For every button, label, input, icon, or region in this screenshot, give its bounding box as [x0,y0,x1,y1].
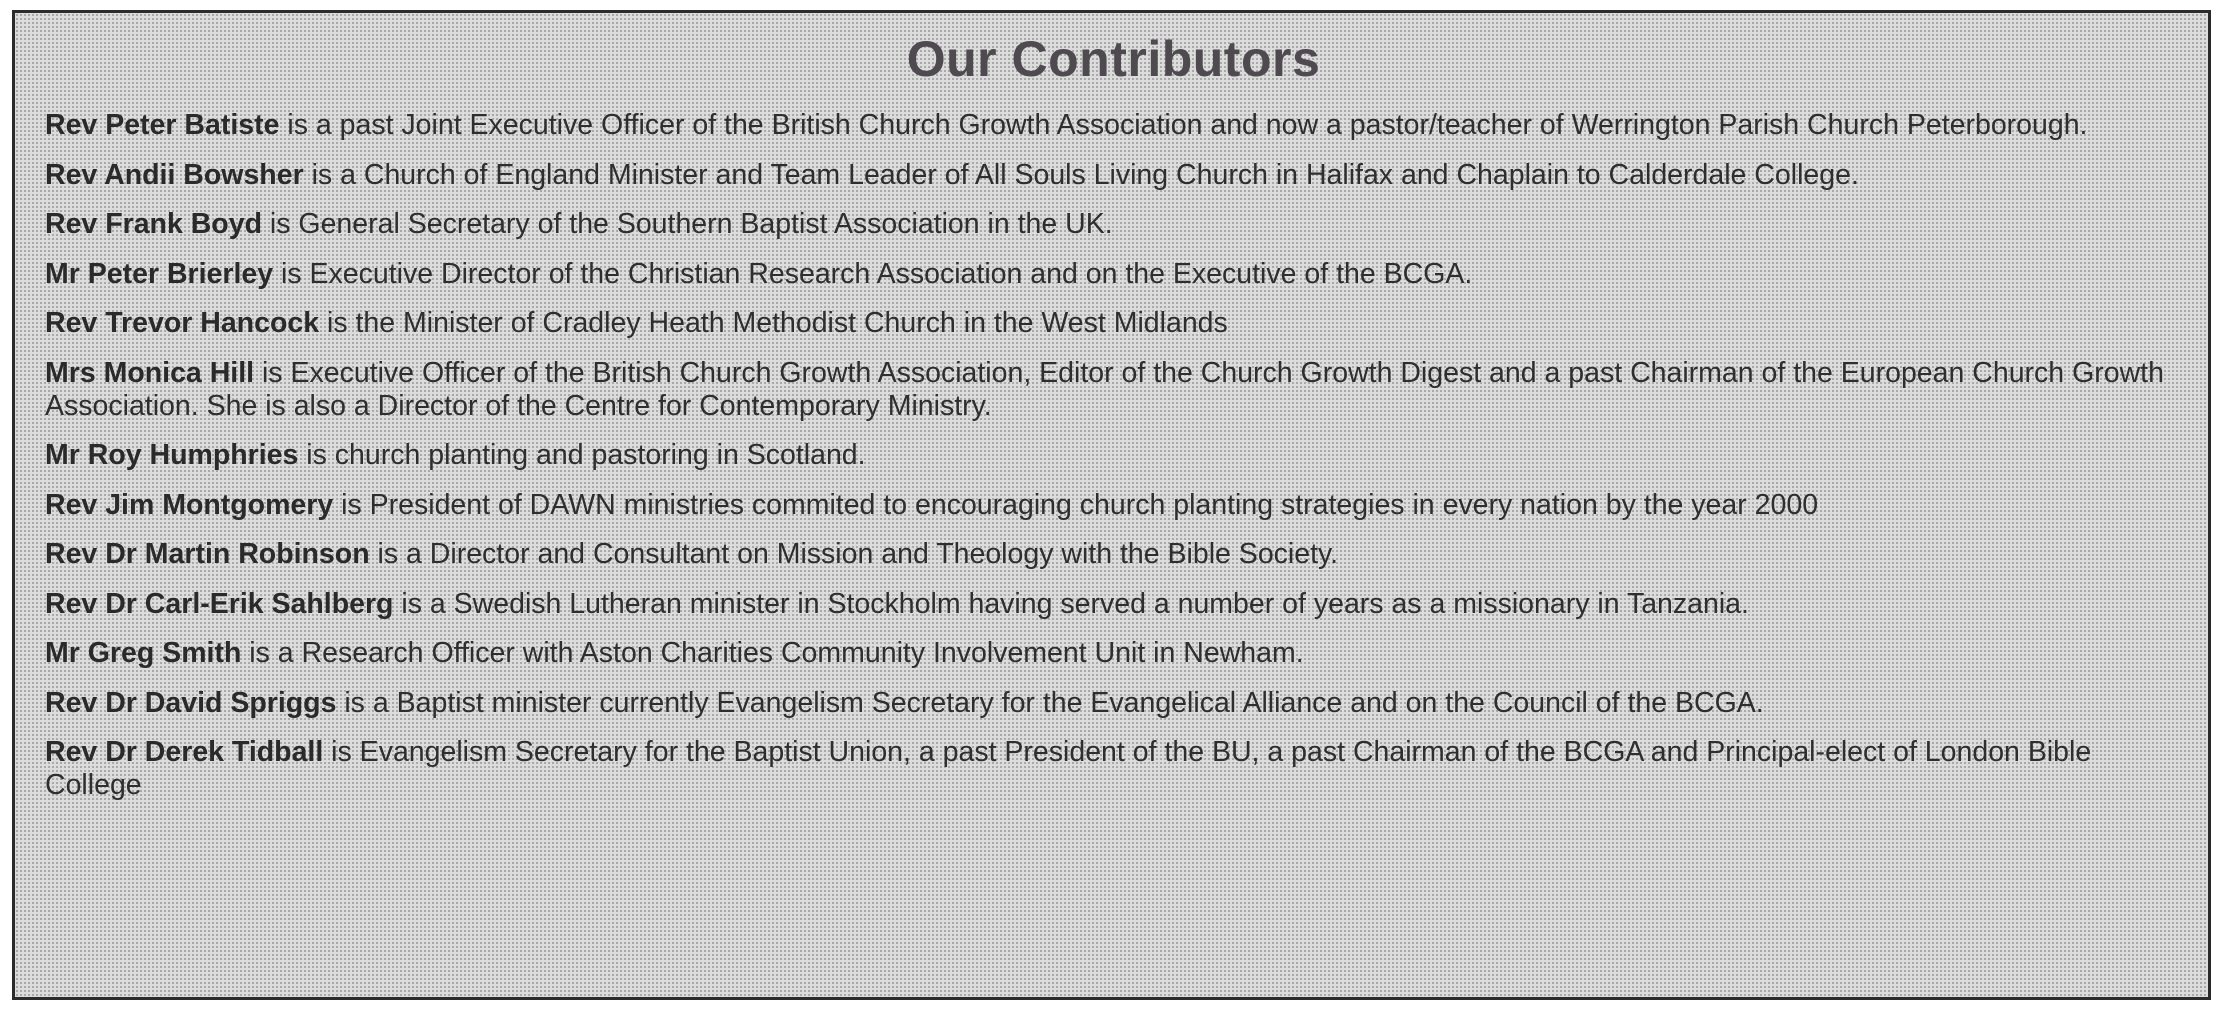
contributor-description: is Executive Director of the Christian Research Association and on the Executive of the BCGA. [273,257,1473,290]
contributor-description: is General Secretary of the Southern Baptist Association in the UK. [261,208,1113,240]
contributor-description: is a Director and Consultant on Mission and Theology with the Bible Society. [369,538,1339,570]
contributor-entry [45,258,2182,291]
contributor-entry [45,109,2182,142]
contributor-entry [45,439,2182,472]
contributor-entry [45,637,2182,670]
contributor-entry [45,538,2182,571]
contributor-entry [45,208,2182,241]
contributor-name: Rev Trevor Hancock [45,307,320,339]
contributor-description: is church planting and pastoring in Scotland. [298,439,866,471]
contributor-entry [45,687,2182,720]
contributor-description: is a Research Officer with Aston Charities Community Involvement Unit in Newham. [241,637,1304,669]
contributor-name: Rev Jim Montgomery [45,488,334,521]
contributor-entry [45,307,2182,340]
contributor-description: is a past Joint Executive Officer of the British Church Growth Association and now a pastor/teacher of Werrington Parish Church Peterborough. [279,109,2088,141]
contributor-name: Rev Andii Bowsher [45,158,304,191]
contributor-name: Rev Peter Batiste [45,109,280,141]
contributor-name: Rev Dr Martin Robinson [45,538,370,570]
contributor-description: is Executive Officer of the British Church Growth Association, Editor of the Church Growth Digest and a past Chairman of the European Church Growth Association. She is also a Director of the Centre for Contemporary Ministry. [45,356,2164,422]
contributor-name: Rev Dr Carl-Erik Sahlberg [45,587,394,620]
contributor-description: is the Minister of Cradley Heath Methodist Church in the West Midlands [319,307,1228,339]
contributors-panel [12,10,2211,1000]
contributor-name: Mrs Monica Hill [45,356,255,389]
contributor-description: is a Church of England Minister and Team Leader of All Souls Living Church in Halifax and Chaplain to Calderdale College. [303,158,1859,191]
contributor-entry [45,588,2182,621]
contributor-description: is a Baptist minister currently Evangelism Secretary for the Evangelical Alliance and on the Council of the BCGA. [336,686,1764,719]
contributor-name: Rev Frank Boyd [45,208,262,240]
contributor-description: is Evangelism Secretary for the Baptist Union, a past President of the BU, a past Chairman of the BCGA and Principal-elect of London Bible College [45,736,2092,801]
contributor-entry [45,357,2182,423]
contributor-description: is President of DAWN ministries commited to encouraging church planting strategies in every nation by the year 2000 [333,488,1819,521]
contributor-name: Rev Dr David Spriggs [45,686,337,719]
contributor-entry [45,489,2182,522]
contributor-name: Mr Roy Humphries [45,439,299,471]
contributor-name: Mr Peter Brierley [45,257,274,290]
contributor-name: Mr Greg Smith [45,637,242,669]
page-title: Our Contributors [906,31,1321,87]
contributor-description: is a Swedish Lutheran minister in Stockholm having served a number of years as a missionary in Tanzania. [393,587,1749,620]
contributor-entry [45,159,2182,192]
contributor-name: Rev Dr Derek Tidball [45,736,324,768]
contributor-entry [45,736,2182,802]
